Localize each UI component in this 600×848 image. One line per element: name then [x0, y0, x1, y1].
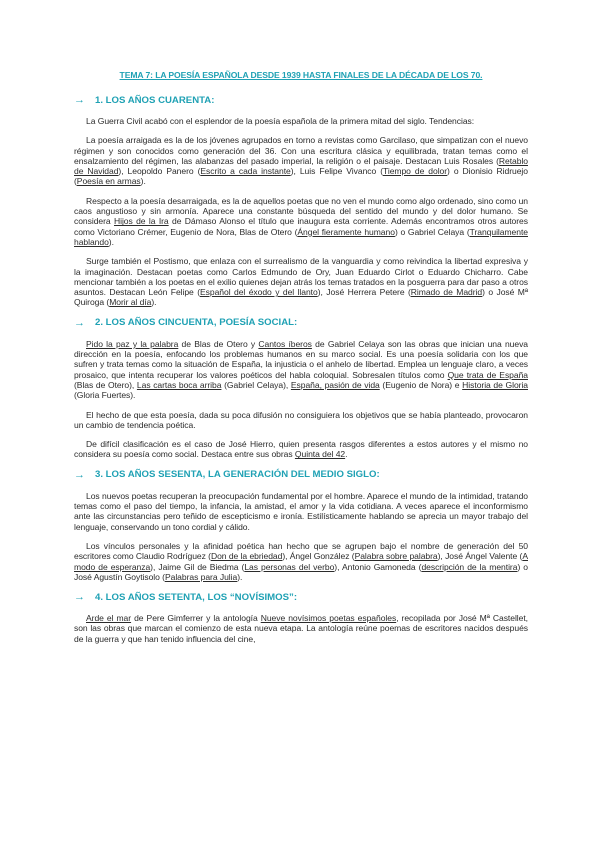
section-heading-2 [74, 317, 528, 329]
work-title: Español del éxodo y del llanto [200, 287, 318, 298]
section-heading-text: 1. LOS AÑOS CUARENTA: [95, 94, 215, 106]
section-heading-text: 2. LOS AÑOS CINCUENTA, POESÍA SOCIAL: [95, 317, 298, 329]
arrow-right-icon: → [74, 94, 85, 106]
work-title: España, pasión de vida [290, 379, 380, 390]
work-title: Poesía en armas [76, 176, 141, 187]
document-page [74, 70, 528, 653]
section-heading-4 [74, 591, 528, 603]
work-title: Escrito a cada instante [200, 166, 291, 177]
section-heading-3 [74, 469, 528, 481]
work-title: Don de la ebriedad [210, 551, 283, 562]
paragraph: La Guerra Civil acabó con el esplendor de la poesía española de la primera mitad del siglo. Tendencias: [86, 116, 475, 126]
paragraph: Pido la paz y la palabra de Blas de Otero y Cantos íberos de Gabriel Celaya son las obras que inician una nueva dirección en la poesía, enfocando los problemas humanos en su marco social. Es una poesía solidaria con los que sufren y trata temas como la situación de España, la injusticia o el anhelo de libertad. Emplea un lenguaje claro, a veces prosaico, que intenta recuperar los valores poéticos del habla coloquial. Sobresalen títulos como Que trata de España (Blas de Otero), Las cartas boca arriba (Gabriel Celaya), España, pasión de vida (Eugenio de Nora) e Historia de Gloria (Gloria Fuertes). [74, 338, 529, 401]
paragraph: Los vínculos personales y la afinidad poética han hecho que se agrupen bajo el nombre de generación del 50 escritores como Claudio Rodríguez (Don de la ebriedad), Ángel González (Palabra sobre palabra), José Ángel Valente (A modo de esperanza), Jaime Gil de Biedma (Las personas del verbo), Antonio Gamoneda (descripción de la mentira) o José Agustín Goytisolo (Palabras para Julia). [74, 540, 528, 582]
arrow-right-icon: → [74, 316, 85, 329]
arrow-right-icon: → [74, 591, 85, 604]
document-title: TEMA 7: LA POESÍA ESPAÑOLA DESDE 1939 HASTA FINALES DE LA DÉCADA DE LOS 70. [119, 70, 483, 80]
paragraph: Respecto a la poesía desarraigada, es la de aquellos poetas que no ven el mundo como algo ordenado, sino como un caos angustioso y sin armonía. Aparece una constante búsqueda del sentido del mundo y del dolor humano. Se considera Hijos de la Ira de Dámaso Alonso el título que inaugura esta corriente. Además encontramos otros autores como Victoriano Crémer, Eugenio de Nora, Blas de Otero (Ángel fieramente humano) o Gabriel Celaya (Tranquilamente hablando). [74, 195, 528, 247]
work-title: Que trata de España [447, 369, 528, 380]
work-title: Quinta del 42 [294, 449, 346, 460]
paragraph: Arde el mar de Pere Gimferrer y la antología Nueve novísimos poetas españoles, recopilada por José Mª Castellet, son las obras que marcan el comienzo de esta nueva etapa. La antología reúne poemas de escritores nacidos después de la guerra y que han tenido influencia del cine, [74, 613, 528, 644]
work-title: Morir al día [109, 297, 152, 308]
work-title: Las cartas boca arriba [136, 379, 222, 390]
work-title: Rimado de Madrid [410, 287, 483, 298]
section-heading-text: 3. LOS AÑOS SESENTA, LA GENERACIÓN DEL MEDIO SIGLO: [95, 469, 380, 481]
work-title: Tiempo de dolor [383, 166, 448, 177]
paragraph: La poesía arraigada es la de los jóvenes agrupados en torno a revistas como Garcilaso, que simpatizan con el nuevo régimen y son conocidos como generación del 36. Con una escritura clásica y equilibrada, tratan temas como el ensalzamiento del régimen, las alabanzas del pasado imperial, la religión o el paisaje. Destacan Luis Rosales (Retablo de Navidad), Leopoldo Panero (Escrito a cada instante), Luis Felipe Vivanco (Tiempo de dolor) o Dionisio Ridruejo (Poesía en armas). [74, 135, 528, 187]
work-title: descripción de la mentira [421, 561, 518, 572]
arrow-right-icon: → [74, 468, 85, 481]
section-heading-1 [74, 94, 528, 106]
work-title: Ángel fieramente humano [297, 226, 395, 237]
work-title: Hijos de la Ira [113, 216, 169, 227]
work-title: Palabras para Julia [164, 571, 238, 582]
work-title: Las personas del verbo [244, 561, 335, 572]
work-title: A modo de esperanza [74, 551, 528, 572]
work-title: Pido la paz y la palabra [86, 338, 179, 349]
work-title: Palabra sobre palabra [354, 551, 438, 562]
work-title: Cantos íberos [258, 338, 312, 349]
work-title: Retablo de Navidad [74, 155, 528, 177]
work-title: Historia de Gloria [462, 379, 529, 390]
work-title: Arde el mar [86, 613, 132, 624]
section-heading-text: 4. LOS AÑOS SETENTA, LOS “NOVÍSIMOS”: [95, 591, 298, 603]
paragraph: Los nuevos poetas recuperan la preocupación fundamental por el hombre. Aparece el mundo de la intimidad, tratando temas como el paso del tiempo, la infancia, la amistad, el amor y la vida cotidiana. A veces aparece el inconformismo ante las circunstancias pero teñido de escepticismo e ironía. Estilísticamente hablando se aprecia un mayor trabajo del lenguaje, conservando un tono cordial y cálido. [74, 490, 528, 532]
work-title: Tranquilamente hablando [74, 226, 528, 247]
work-title: Nueve novísimos poetas españoles [260, 613, 397, 624]
paragraph: Surge también el Postismo, que enlaza con el surrealismo de la vanguardia y como reivindica la libertad expresiva y la imaginación. Destacan poetas como Carlos Edmundo de Ory, Juan Eduardo Cirlot o Eduardo Chicharro. Cabe mencionar también a los poetas en el exilio quienes dejan atrás los temas tratados en la posguerra para dar paso a otros asuntos. Destacan León Felipe (Español del éxodo y del llanto), José Herrera Petere (Rimado de Madrid) o José Mª Quiroga (Morir al día). [74, 256, 528, 308]
paragraph: De difícil clasificación es el caso de José Hierro, quien presenta rasgos diferentes a estos autores y el mismo no considera su poesía como social. Destaca entre sus obras Quinta del 42. [74, 439, 528, 460]
paragraph: El hecho de que esta poesía, dada su poca difusión no consiguiera los objetivos que se había planteado, provocaron un cambio de tendencia poética. [74, 409, 528, 430]
